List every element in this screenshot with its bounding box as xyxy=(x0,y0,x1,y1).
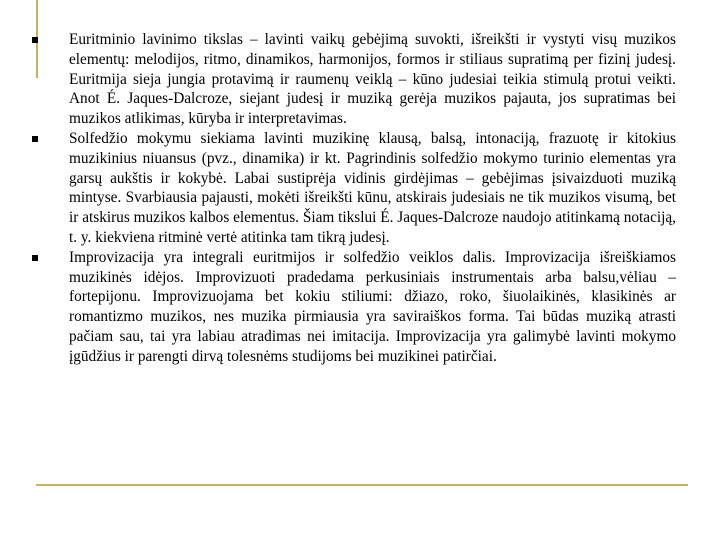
bullet-text: Solfedžio mokymu siekiama lavinti muzikinę klausą, balsą, intonaciją, frazuotę ir kitokius muzikinius niuansus (pvz., dinamika) ir kt. Pagrindinis solfedžio mokymo turinio elementas yra garsų aukštis ir kokybė. Labai sustiprėja vidinis girdėjimas – gebėjimas įsivaizduoti muziką mintyse. Svarbiausia pajausti, mokėti išreikšti kūnu, atskirais judesiais ne tik muzikos visumą, bet ir atskirus muzikos kalbos elementus. Šiam tikslui É. Jaques-Dalcroze naudojo atitinkamą notaciją, t. y. kiekviena ritminė vertė atitinka tam tikrą judesį. xyxy=(69,129,676,246)
slide-frame-bottom-line xyxy=(36,484,688,486)
bullet-item-improvisation xyxy=(32,248,676,367)
bullet-item-solfege xyxy=(32,129,676,248)
bullet-text: Euritminio lavinimo tikslas – lavinti vaikų gebėjimą suvokti, išreikšti ir vystyti visų muzikos elementų: melodijos, ritmo, dinamikos, harmonijos, formos ir stiliaus supratimą per fizinį judesį. Euritmija sieja jungia protavimą ir raumenų veiklą – kūno judesiai teikia stimulą protui veikti. Anot É. Jaques-Dalcroze, siejant judesį ir muziką gerėja muzikos pajauta, jos supratimas bei muzikos atlikimas, kūryba ir interpretavimas. xyxy=(69,31,676,128)
square-bullet-icon xyxy=(32,136,38,142)
slide-content xyxy=(32,30,676,367)
bullet-text: Improvizacija yra integrali euritmijos ir solfedžio veiklos dalis. Improvizacija išreiškiamos muzikinės idėjos. Improvizuoti pradedama perkusiniais instrumentais arba balsu,vėliau – fortepijonu. Improvizuojama bet kokiu stiliumi: džiazo, roko, šiuolaikinės, klasikinės ar romantizmo muzikos, nes muzika pirmiausia yra saviraiškos forma. Tai būdas muziką atrasti pačiam sau, tai yra labiau atradimas nei imitacija. Improvizacija yra galimybė lavinti mokymo įgūdžius ir parengti dirvą tolesnėms studijoms bei muzikinei patirčiai. xyxy=(69,248,676,365)
bullet-item-eurhythmics xyxy=(32,30,676,129)
square-bullet-icon xyxy=(32,37,38,43)
square-bullet-icon xyxy=(32,255,38,261)
